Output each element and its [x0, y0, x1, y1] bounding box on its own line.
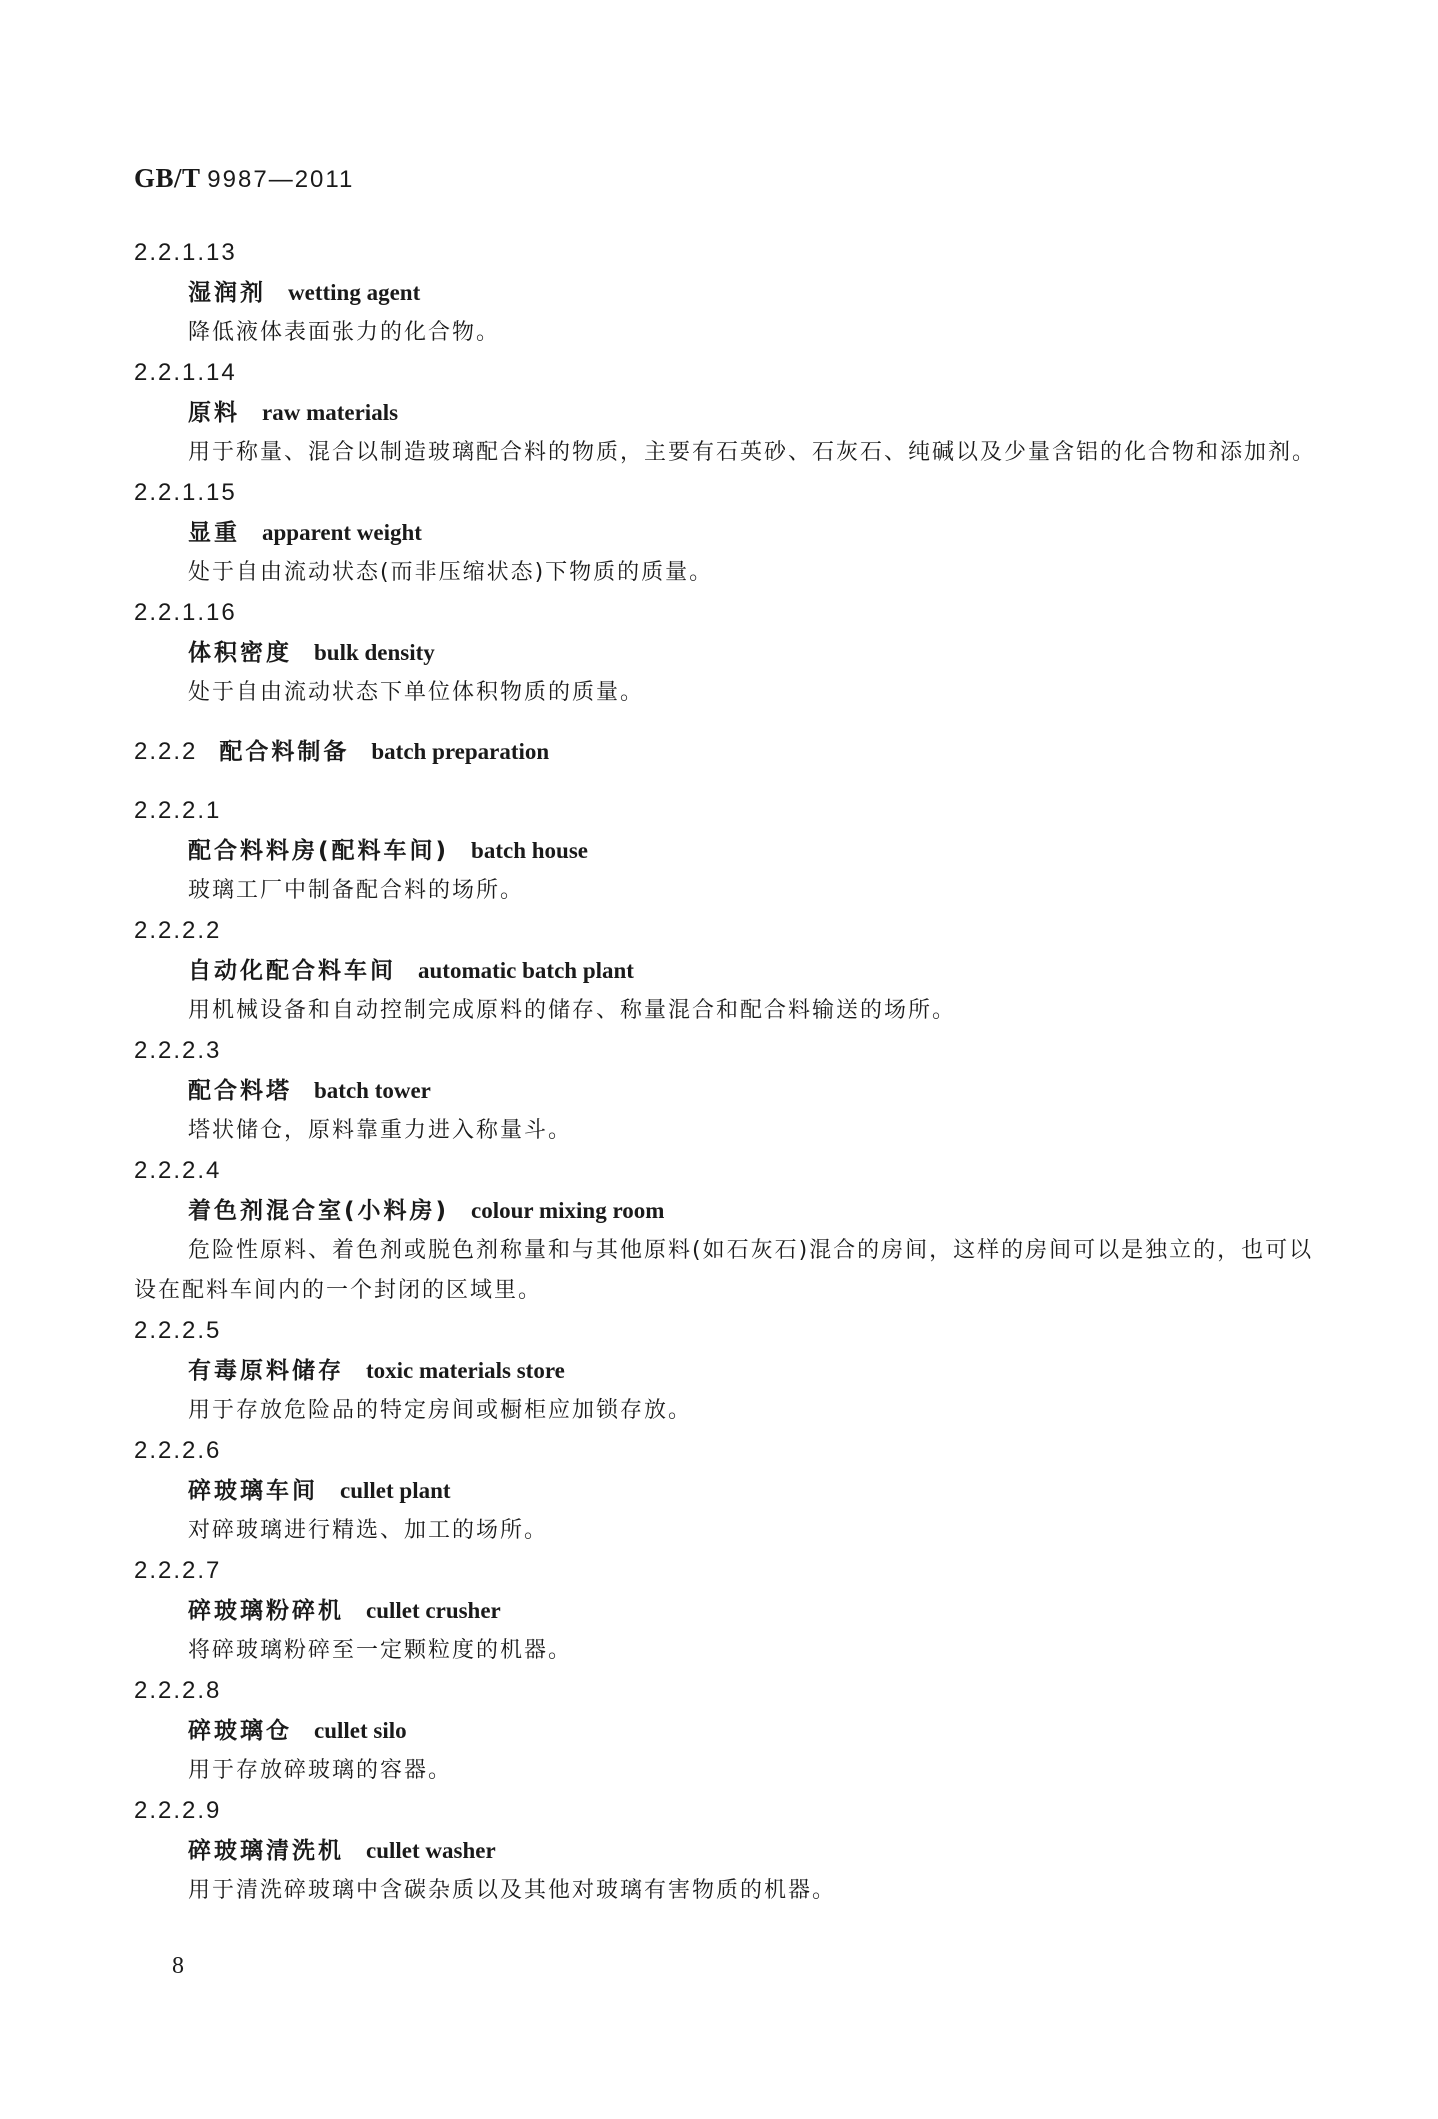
- term-english: cullet washer: [366, 1838, 496, 1863]
- term-chinese: 配合料料房(配料车间): [188, 838, 450, 864]
- term-title: [134, 1471, 1324, 1511]
- section-chinese: 配合料制备: [219, 739, 350, 765]
- term-definition: 处于自由流动状态下单位体积物质的质量。: [188, 680, 645, 705]
- term-english: batch house: [471, 838, 588, 863]
- term-english: raw materials: [262, 400, 399, 425]
- term-chinese: 有毒原料储存: [188, 1358, 344, 1384]
- term-definition: 危险性原料、着色剂或脱色剂称量和与其他原料(如石灰石)混合的房间，这样的房间可以是独立的，也可以设在配料车间内的一个封闭的区域里。: [134, 1238, 1314, 1303]
- term-english: batch tower: [314, 1078, 431, 1103]
- term-chinese: 碎玻璃车间: [188, 1478, 318, 1504]
- document-body: [134, 233, 1324, 1911]
- term-chinese: 碎玻璃仓: [188, 1718, 292, 1744]
- term-title: [134, 393, 1324, 433]
- term-chinese: 湿润剂: [188, 280, 266, 306]
- term-entry: [134, 911, 1324, 1031]
- term-number: 2.2.2.3: [134, 1037, 222, 1064]
- term-chinese: 自动化配合料车间: [188, 958, 396, 984]
- term-chinese: 显重: [188, 520, 240, 546]
- term-entry: [134, 1551, 1324, 1671]
- term-entry: [134, 1311, 1324, 1431]
- term-definition: 用于存放危险品的特定房间或橱柜应加锁存放。: [188, 1398, 693, 1423]
- term-english: colour mixing room: [471, 1198, 665, 1223]
- term-definition: 将碎玻璃粉碎至一定颗粒度的机器。: [188, 1638, 573, 1663]
- standard-header: [134, 160, 354, 200]
- term-chinese: 碎玻璃清洗机: [188, 1838, 344, 1864]
- term-number: 2.2.2.9: [134, 1797, 222, 1824]
- term-number: 2.2.2.5: [134, 1317, 222, 1344]
- term-number: 2.2.1.15: [134, 479, 237, 506]
- term-number: 2.2.2.4: [134, 1157, 222, 1184]
- term-entry: [134, 1151, 1324, 1311]
- term-definition: 处于自由流动状态(而非压缩状态)下物质的质量。: [188, 560, 714, 585]
- term-number: 2.2.1.13: [134, 239, 237, 266]
- term-number: 2.2.2.1: [134, 797, 222, 824]
- term-chinese: 碎玻璃粉碎机: [188, 1598, 344, 1624]
- standard-number: 9987—2011: [207, 166, 355, 193]
- term-entry: [134, 1791, 1324, 1911]
- term-definition: 塔状储仓，原料靠重力进入称量斗。: [188, 1118, 573, 1143]
- term-entry: [134, 1431, 1324, 1551]
- term-definition: 用机械设备和自动控制完成原料的储存、称量混合和配合料输送的场所。: [188, 998, 957, 1023]
- term-number: 2.2.2.8: [134, 1677, 222, 1704]
- term-entry: [134, 1031, 1324, 1151]
- term-definition: 降低液体表面张力的化合物。: [188, 320, 501, 345]
- term-title: [134, 1071, 1324, 1111]
- term-number: 2.2.1.14: [134, 359, 237, 386]
- term-number: 2.2.2.7: [134, 1557, 222, 1584]
- term-chinese: 配合料塔: [188, 1078, 292, 1104]
- term-chinese: 着色剂混合室(小料房): [188, 1198, 450, 1224]
- term-entry: [134, 353, 1324, 473]
- term-entry: [134, 473, 1324, 593]
- term-title: [134, 1591, 1324, 1631]
- term-english: bulk density: [314, 640, 435, 665]
- term-english: apparent weight: [262, 520, 422, 545]
- page-number: 8: [172, 1953, 184, 1979]
- term-entry: [134, 233, 1324, 353]
- term-title: [134, 951, 1324, 991]
- section-number: 2.2.2: [134, 738, 198, 765]
- term-title: [134, 1191, 1324, 1231]
- term-definition: 用于清洗碎玻璃中含碳杂质以及其他对玻璃有害物质的机器。: [188, 1878, 837, 1903]
- section-heading: [134, 732, 1324, 772]
- term-number: 2.2.1.16: [134, 599, 237, 626]
- term-number: 2.2.2.6: [134, 1437, 222, 1464]
- standard-prefix: GB/T: [134, 163, 201, 193]
- term-title: [134, 1351, 1324, 1391]
- term-title: [134, 273, 1324, 313]
- term-definition: 对碎玻璃进行精选、加工的场所。: [188, 1518, 549, 1543]
- term-title: [134, 1831, 1324, 1871]
- term-entry: [134, 1671, 1324, 1791]
- term-english: toxic materials store: [366, 1358, 565, 1383]
- term-english: cullet plant: [340, 1478, 451, 1503]
- term-number: 2.2.2.2: [134, 917, 222, 944]
- term-english: automatic batch plant: [418, 958, 634, 983]
- term-definition: 玻璃工厂中制备配合料的场所。: [188, 878, 525, 903]
- term-english: wetting agent: [288, 280, 421, 305]
- term-title: [134, 633, 1324, 673]
- term-english: cullet crusher: [366, 1598, 501, 1623]
- term-english: cullet silo: [314, 1718, 407, 1743]
- term-title: [134, 831, 1324, 871]
- term-definition: 用于存放碎玻璃的容器。: [188, 1758, 453, 1783]
- term-definition: 用于称量、混合以制造玻璃配合料的物质，主要有石英砂、石灰石、纯碱以及少量含铝的化合物和添加剂。: [188, 440, 1317, 465]
- term-entry: [134, 791, 1324, 911]
- term-title: [134, 1711, 1324, 1751]
- section-english: batch preparation: [371, 739, 550, 764]
- term-entry: [134, 593, 1324, 713]
- term-chinese: 原料: [188, 400, 240, 426]
- term-title: [134, 513, 1324, 553]
- term-chinese: 体积密度: [188, 640, 292, 666]
